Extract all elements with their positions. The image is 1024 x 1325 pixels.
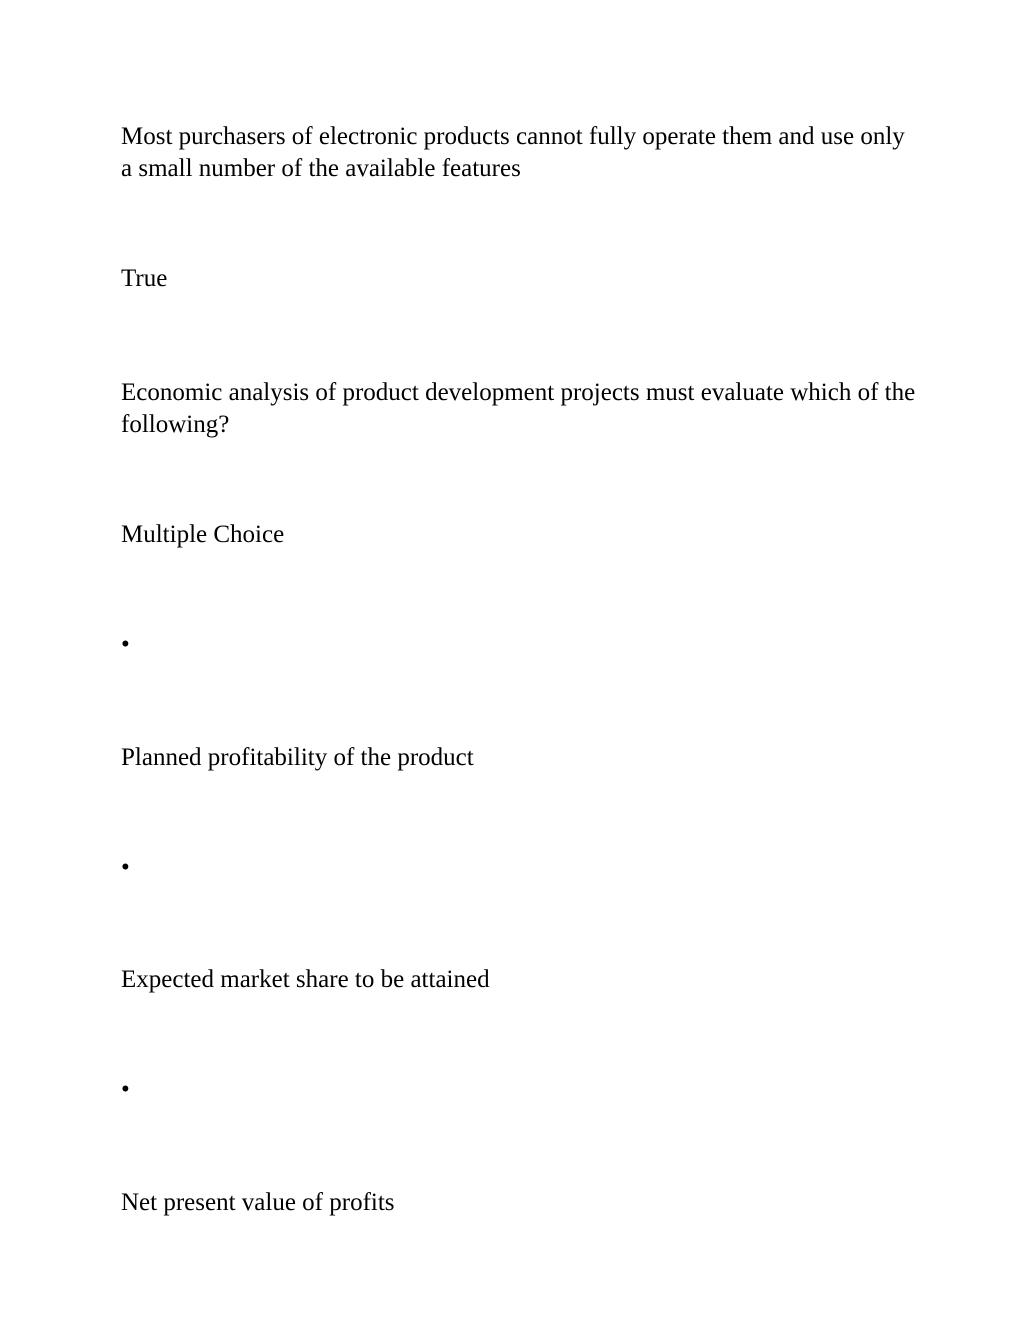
question-1-answer: True: [121, 265, 168, 292]
bullet-icon: •: [121, 1076, 130, 1103]
bullet-icon: •: [121, 631, 130, 658]
choice-option[interactable]: Expected market share to be attained: [121, 966, 490, 993]
choice-option[interactable]: Net present value of profits: [121, 1189, 395, 1216]
question-2-text: Economic analysis of product development projects must evaluate which of the following?: [121, 379, 916, 438]
question-1-text: Most purchasers of electronic products cannot fully operate them and use only a small number of the available features: [121, 123, 905, 182]
bullet-icon: •: [121, 854, 130, 881]
choice-option[interactable]: Planned profitability of the product: [121, 744, 474, 771]
question-type-label: Multiple Choice: [121, 521, 285, 548]
